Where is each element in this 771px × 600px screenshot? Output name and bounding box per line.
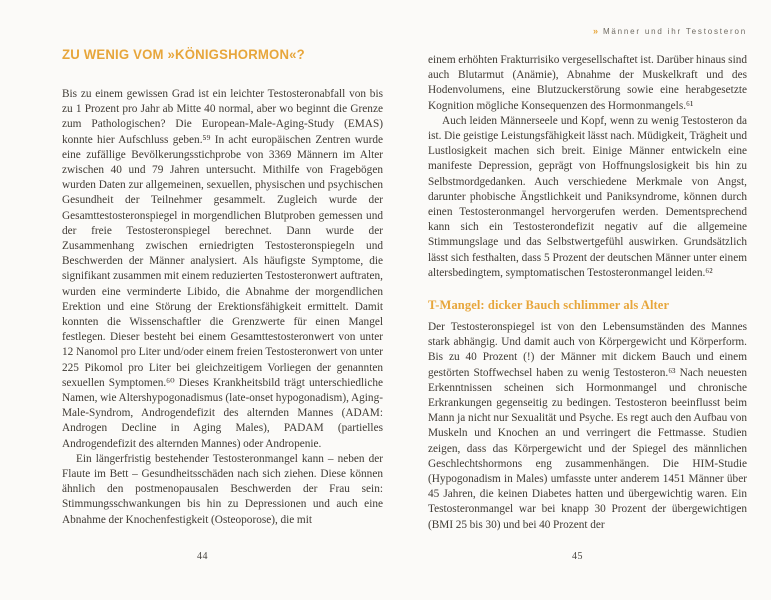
left-page [62, 0, 383, 528]
right-page-paragraph-3: Der Testosteronspiegel ist von den Lebensumständen des Mannes stark abhängig. Und damit auch von Körpergewicht und Körperform. Bis zu 40 Prozent (!) der Männer mit dickem Bauch und einem gestörten Stoffwechsel haben zu wenig Testosteron.⁶³ Nach neuesten Erkenntnissen scheinen sich Hormonmangel und chronische Erkrankungen gegenseitig zu bedingen. Testosteron beeinflusst beim Mann ja nicht nur Sexualität und Psyche. Es regt auch den Aufbau von Muskeln und Knochen an und verringert die Fettmasse. Studien zeigen, dass das Körpergewicht und der Spiegel des männlichen Geschlechtshormons eng zusammenhängen. Die HIM-Studie (Hypogonadism in Males) umfasste unter anderem 1451 Männer über 45 Jahren, die keinen Diabetes hatten und übergewichtig waren. Ein Testosteronmangel war bei knapp 30 Prozent der übergewichtigen (BMI 25 bis 30) und bei 40 Prozent der [428, 321, 747, 531]
section-subheading: T-Mangel: dicker Bauch schlimmer als Alter [428, 298, 670, 313]
left-page-paragraph-2: Ein längerfristig bestehender Testosteronmangel kann – neben der Flaute im Bett – Gesundheitsschäden nach sich ziehen. Diese können ähnlich den postmenopausalen Beschwerden der Frau sein: Stimmungsschwankungen bis hin zu Depressionen und auch eine Abnahme der Knochenfestigkeit (Osteoporose), die mit [62, 452, 383, 526]
left-page-paragraph-1: Bis zu einem gewissen Grad ist ein leichter Testosteronabfall von bis zu 1 Prozent pro Jahr ab Mitte 40 normal, aber wo beginnt die Grenze zum Pathologischen? Die European-Male-Aging-Study (EMAS) konnte hier Aufschluss geben.⁵⁹ In acht europäischen Zentren wurde eine zufällige Bevölkerungsstichprobe von 3369 Männern im Alter zwischen 40 und 79 Jahren untersucht. Mithilfe von Fragebögen wurden Daten zur allgemeinen, sexuellen, physischen und psychischen Gesundheit der Teilnehmer gesammelt. Zugleich wurde der Gesamttestosteronspiegel in morgendlichen Blutproben gemessen und der freie Testosteronspiegel berechnet. Dann wurde der Zusammenhang zwischen erniedrigten Testosteronspiegeln und Beschwerden der Männer analysiert. Als häufigste Symptome, die signifikant zusammen mit einem reduzierten Testosteronwert auftraten, wurden eine verminderte Libido, die Abnahme der morgendlichen Erektion und eine Störung der Erektionsfähigkeit ermittelt. Damit konnten die Wissenschaftler die Grenzwerte für einen Mangel festlegen. Dieser besteht bei einem Gesamttestosteronwert von unter 12 Nanomol pro Liter und/oder einem freien Testosteronwert von unter 225 Pikomol pro Liter bei gleichzeitigem Vorliegen der genannten sexuellen Symptomen.⁶⁰ Dieses Krankheitsbild trägt unterschiedliche Namen, wie Altershypogonadismus (late-onset hypogonadism), Aging-Male-Syndrom, Androgendefizit des alternden Mannes (ADAM: Androgen Decline in Aging Males), PADAM (partielles Androgendefizit des alternden Mannes) oder Andropenie. [62, 88, 383, 450]
page-number-right: 45 [572, 551, 583, 562]
right-page-paragraph-2: Auch leiden Männerseele und Kopf, wenn zu wenig Testosteron da ist. Die geistige Leistungsfähigkeit lässt nach. Müdigkeit, Trägheit und Lustlosigkeit machen sich breit. Einige Männer entwickeln eine manifeste Depression, geprägt von Hoffnungslosigkeit bis hin zu Selbstmordgedanken. Auch verschiedene Merkmale von Angst, darunter phobische Ängstlichkeit und Paniksyndrome, können durch einen Testosteronmangel hervorgerufen werden. Dementsprechend kann sich ein Testosterondefizit negativ auf die allgemeine Stimmungslage und das Selbstwertgefühl auswirken. Grundsätzlich lässt sich festhalten, dass 5 Prozent der deutschen Männer unter einem altersbedingtem, symptomatischen Testosteronmangel leiden.⁶² [428, 114, 747, 279]
page-number-left: 44 [197, 551, 208, 562]
right-page [428, 0, 747, 533]
guillemet-marker-icon: » [592, 26, 598, 36]
running-header-label: Männer und ihr Testosteron [602, 27, 747, 36]
right-page-paragraph-1: einem erhöhten Frakturrisiko vergesellschaftet ist. Darüber hinaus sind auch Blutarmut (Anämie), Abnahme der Muskelkraft und des Hodenvolumens, eine Blutzuckerstörung sowie eine herabgesetzte Kognition mögliche Konsequenzen des Hormonmangels.⁶¹ [428, 54, 748, 112]
running-header [428, 26, 747, 36]
chapter-heading: ZU WENIG VOM »KÖNIGSHORMON«? [62, 46, 305, 62]
